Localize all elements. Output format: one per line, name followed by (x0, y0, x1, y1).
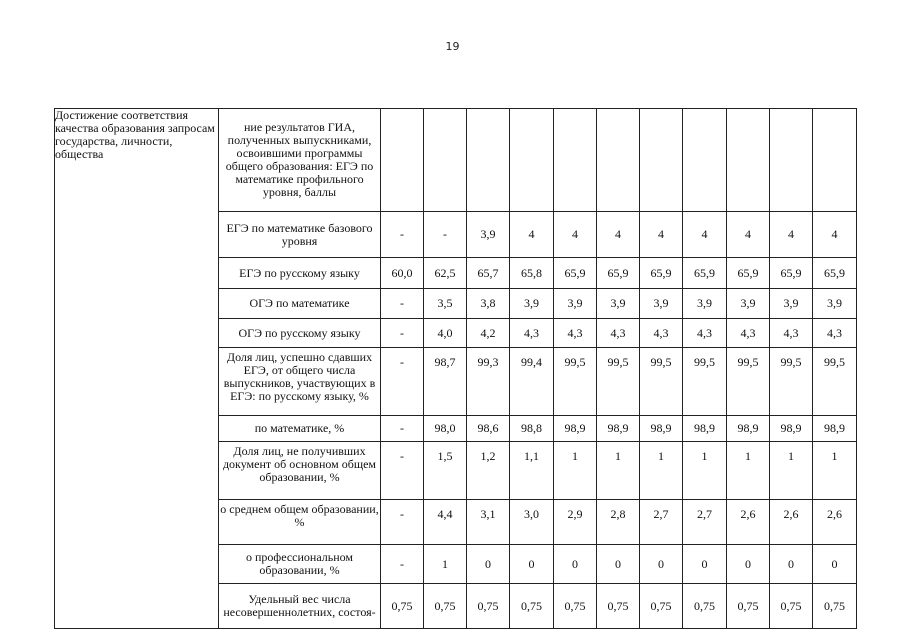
indicator-label: ОГЭ по русскому языку (219, 319, 381, 348)
value-cell: 4,3 (770, 319, 813, 348)
value-cell: 4,4 (424, 500, 467, 545)
value-cell: 0,75 (597, 584, 640, 629)
value-cell: 0 (770, 545, 813, 584)
value-cell: 1 (554, 442, 597, 500)
value-cell: 3,9 (467, 212, 510, 258)
value-cell: 4,3 (554, 319, 597, 348)
value-cell: 98,8 (510, 416, 554, 442)
value-cell: 4 (510, 212, 554, 258)
value-cell: 0,75 (727, 584, 770, 629)
value-cell: 3,5 (424, 289, 467, 319)
indicator-label: о среднем общем образовании, % (219, 500, 381, 545)
value-cell: 0 (467, 545, 510, 584)
value-cell: 3,9 (727, 289, 770, 319)
value-cell: - (381, 500, 424, 545)
value-cell: 99,5 (770, 348, 813, 416)
value-cell: 4,0 (424, 319, 467, 348)
value-cell: 98,9 (640, 416, 683, 442)
value-cell: 0 (597, 545, 640, 584)
value-cell: 98,9 (683, 416, 727, 442)
indicator-label: ЕГЭ по математике базового уровня (219, 212, 381, 258)
value-cell: 0 (510, 545, 554, 584)
value-cell (424, 109, 467, 212)
value-cell: 0 (554, 545, 597, 584)
value-cell: 4 (554, 212, 597, 258)
value-cell: 0,75 (381, 584, 424, 629)
value-cell: 4,3 (597, 319, 640, 348)
value-cell: - (381, 289, 424, 319)
value-cell: 3,0 (510, 500, 554, 545)
table-row (55, 109, 857, 212)
value-cell: 0 (727, 545, 770, 584)
value-cell: 1 (813, 442, 857, 500)
value-cell: - (381, 545, 424, 584)
value-cell: 2,6 (727, 500, 770, 545)
value-cell: 2,7 (640, 500, 683, 545)
value-cell: - (381, 442, 424, 500)
indicator-label: ЕГЭ по русскому языку (219, 258, 381, 289)
value-cell: 1 (640, 442, 683, 500)
value-cell: 99,5 (813, 348, 857, 416)
value-cell: 2,9 (554, 500, 597, 545)
value-cell: - (424, 212, 467, 258)
value-cell: 3,9 (683, 289, 727, 319)
value-cell (727, 109, 770, 212)
value-cell: - (381, 319, 424, 348)
value-cell: 4 (640, 212, 683, 258)
value-cell: 2,7 (683, 500, 727, 545)
value-cell: 98,9 (813, 416, 857, 442)
value-cell: 65,9 (813, 258, 857, 289)
value-cell: 3,8 (467, 289, 510, 319)
value-cell: 65,8 (510, 258, 554, 289)
value-cell: 98,6 (467, 416, 510, 442)
value-cell: 65,9 (597, 258, 640, 289)
value-cell: 1 (727, 442, 770, 500)
value-cell: 4,3 (813, 319, 857, 348)
value-cell: - (381, 212, 424, 258)
value-cell: 1,2 (467, 442, 510, 500)
indicator-label: Доля лиц, успешно сдавших ЕГЭ, от общего числа выпускников, участвующих в ЕГЭ: по русскому языку, % (219, 348, 381, 416)
indicators-table (54, 108, 857, 629)
value-cell: 4 (597, 212, 640, 258)
value-cell (467, 109, 510, 212)
value-cell (510, 109, 554, 212)
value-cell: 0,75 (770, 584, 813, 629)
value-cell: 0,75 (640, 584, 683, 629)
value-cell: 98,7 (424, 348, 467, 416)
value-cell: 0 (813, 545, 857, 584)
value-cell: 4,3 (640, 319, 683, 348)
value-cell (597, 109, 640, 212)
value-cell: 65,9 (683, 258, 727, 289)
value-cell: 0,75 (510, 584, 554, 629)
value-cell: 4 (683, 212, 727, 258)
value-cell: 3,9 (597, 289, 640, 319)
value-cell: 3,9 (813, 289, 857, 319)
value-cell (683, 109, 727, 212)
value-cell: 98,0 (424, 416, 467, 442)
indicator-label: ние результатов ГИА, полученных выпускниками, освоившими программы общего образования: ЕГЭ по математике профильного уровня, баллы (219, 109, 381, 212)
value-cell: 0,75 (683, 584, 727, 629)
value-cell: 0,75 (813, 584, 857, 629)
value-cell (554, 109, 597, 212)
value-cell: 60,0 (381, 258, 424, 289)
value-cell: 99,5 (640, 348, 683, 416)
value-cell: 1,5 (424, 442, 467, 500)
value-cell: 99,5 (554, 348, 597, 416)
value-cell: 2,6 (813, 500, 857, 545)
value-cell: 1 (770, 442, 813, 500)
value-cell: 1 (424, 545, 467, 584)
value-cell: 4,3 (683, 319, 727, 348)
value-cell: 3,1 (467, 500, 510, 545)
value-cell: 99,3 (467, 348, 510, 416)
value-cell: 99,5 (683, 348, 727, 416)
value-cell: 65,9 (770, 258, 813, 289)
value-cell: 99,4 (510, 348, 554, 416)
value-cell: 98,9 (597, 416, 640, 442)
value-cell: 4,3 (510, 319, 554, 348)
value-cell: 98,9 (727, 416, 770, 442)
value-cell: - (381, 348, 424, 416)
value-cell: 3,9 (770, 289, 813, 319)
indicator-label: Доля лиц, не получивших документ об основном общем образовании, % (219, 442, 381, 500)
value-cell (813, 109, 857, 212)
value-cell: 98,9 (770, 416, 813, 442)
value-cell: 0,75 (424, 584, 467, 629)
value-cell: 4 (813, 212, 857, 258)
value-cell (381, 109, 424, 212)
value-cell: 3,9 (640, 289, 683, 319)
value-cell: 4 (727, 212, 770, 258)
value-cell: - (381, 416, 424, 442)
value-cell: 0 (683, 545, 727, 584)
value-cell: 3,9 (510, 289, 554, 319)
value-cell: 65,9 (727, 258, 770, 289)
value-cell: 0 (640, 545, 683, 584)
value-cell: 4,3 (727, 319, 770, 348)
value-cell: 4 (770, 212, 813, 258)
value-cell: 1 (683, 442, 727, 500)
value-cell: 1,1 (510, 442, 554, 500)
page-number: 19 (445, 40, 460, 53)
indicator-label: о профессиональном образовании, % (219, 545, 381, 584)
value-cell: 4,2 (467, 319, 510, 348)
value-cell: 62,5 (424, 258, 467, 289)
value-cell: 65,9 (554, 258, 597, 289)
value-cell: 2,6 (770, 500, 813, 545)
value-cell (770, 109, 813, 212)
value-cell: 2,8 (597, 500, 640, 545)
value-cell: 65,9 (640, 258, 683, 289)
indicator-label: Удельный вес числа несовершеннолетних, состоя- (219, 584, 381, 629)
value-cell (640, 109, 683, 212)
value-cell: 1 (597, 442, 640, 500)
indicator-label: ОГЭ по математике (219, 289, 381, 319)
value-cell: 99,5 (597, 348, 640, 416)
value-cell: 98,9 (554, 416, 597, 442)
value-cell: 0,75 (467, 584, 510, 629)
value-cell: 65,7 (467, 258, 510, 289)
indicator-label: по математике, % (219, 416, 381, 442)
value-cell: 3,9 (554, 289, 597, 319)
value-cell: 99,5 (727, 348, 770, 416)
value-cell: 0,75 (554, 584, 597, 629)
goal-cell: Достижение соответствия качества образования запросам государства, личности, общества (55, 109, 219, 629)
